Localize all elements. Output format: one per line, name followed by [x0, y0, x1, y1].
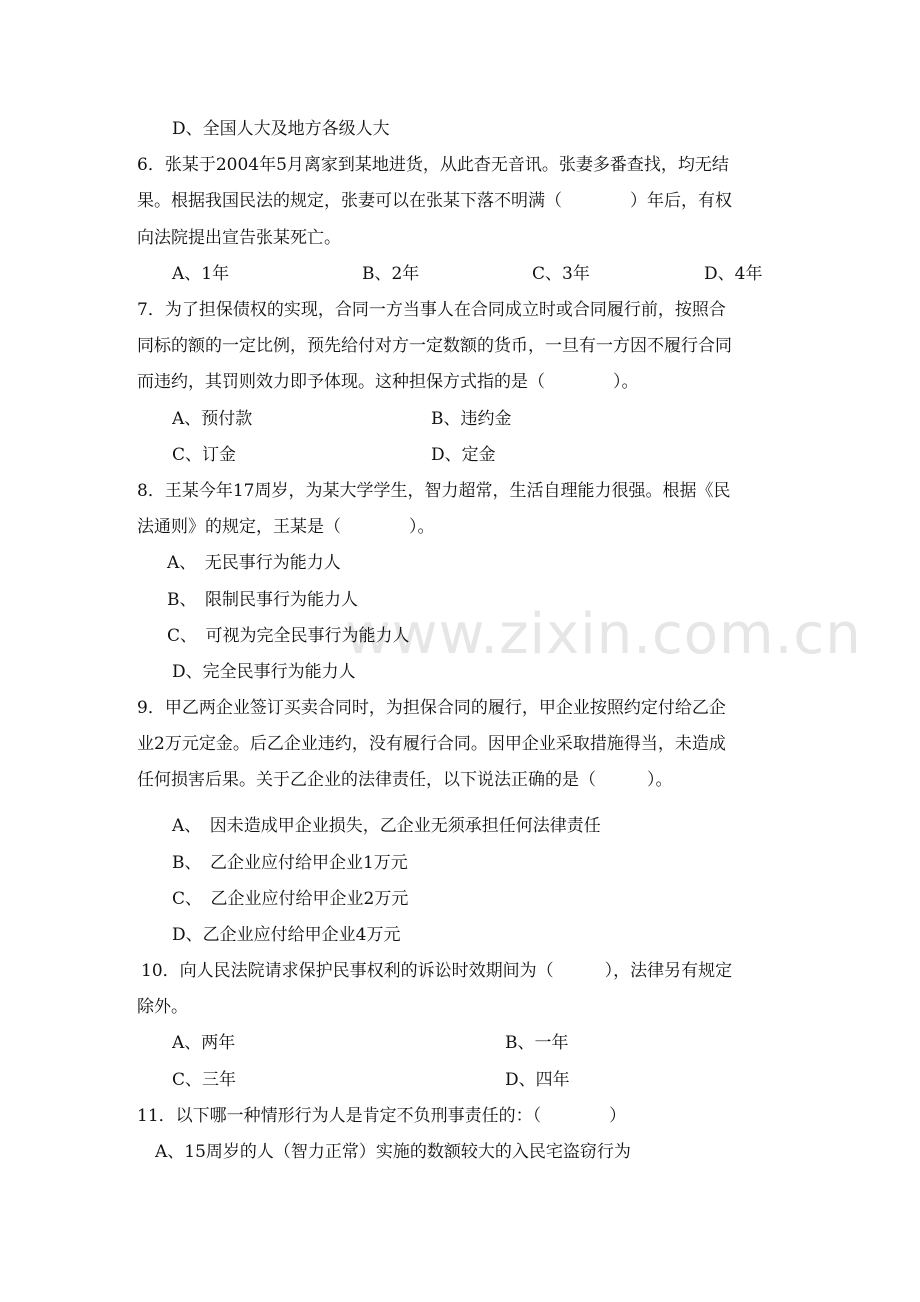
q5-option-d: D、全国人大及地方各级人大 — [172, 119, 390, 139]
watermark: www.zixin.com.cn — [345, 602, 862, 667]
q7-line-3: 而违约，其罚则效力即予体现。这种担保方式指的是（ ）。 — [137, 372, 639, 392]
q7-option-b: B、违约金 — [431, 409, 512, 429]
q6-option-d: D、4年 — [704, 264, 763, 284]
q6-line-2: 果。根据我国民法的规定，张妻可以在张某下落不明满（ ）年后，有权 — [137, 191, 732, 211]
q8-option-c: C、 可视为完全民事行为能力人 — [167, 626, 410, 646]
q6-option-c: C、3年 — [532, 264, 590, 284]
q10-option-d: D、四年 — [505, 1070, 570, 1090]
q10-option-c: C、三年 — [172, 1070, 237, 1090]
q10-line-2: 除外。 — [137, 997, 188, 1017]
q8-option-d: D、完全民事行为能力人 — [172, 662, 356, 682]
q7-line-2: 同标的额的一定比例，预先给付对方一定数额的货币，一旦有一方因不履行合同 — [137, 336, 732, 356]
q6-line-3: 向法院提出宣告张某死亡。 — [137, 228, 341, 248]
q9-option-a: A、 因未造成甲企业损失，乙企业无须承担任何法律责任 — [172, 816, 601, 836]
q11-option-a: A、15周岁的人（智力正常）实施的数额较大的入民宅盗窃行为 — [155, 1142, 631, 1162]
q6-line-1: 6．张某于2004年5月离家到某地进货，从此杳无音讯。张妻多番查找，均无结 — [137, 155, 729, 175]
q8-option-a: A、 无民事行为能力人 — [167, 553, 341, 573]
q9-option-c: C、 乙企业应付给甲企业2万元 — [172, 889, 409, 909]
q10-line-1: 10．向人民法院请求保护民事权利的诉讼时效期间为（ ），法律另有规定 — [141, 961, 733, 981]
q8-line-2: 法通则》的规定，王某是（ ）。 — [137, 517, 435, 537]
q8-line-1: 8．王某今年17周岁，为某大学学生，智力超常，生活自理能力很强。根据《民 — [137, 481, 731, 501]
q11-line-1: 11．以下哪一种情形行为人是肯定不负刑事责任的：（ ） — [137, 1106, 627, 1126]
q6-option-b: B、2年 — [362, 264, 420, 284]
q10-option-b: B、一年 — [505, 1033, 569, 1053]
q9-option-b: B、 乙企业应付给甲企业1万元 — [172, 853, 408, 873]
q9-option-d: D、乙企业应付给甲企业4万元 — [172, 925, 401, 945]
q7-line-1: 7．为了担保债权的实现，合同一方当事人在合同成立时或合同履行前，按照合 — [137, 300, 726, 320]
q6-option-a: A、1年 — [172, 264, 230, 284]
q9-line-2: 业2万元定金。后乙企业违约，没有履行合同。因甲企业采取措施得当，未造成 — [137, 734, 726, 754]
q10-option-a: A、两年 — [172, 1033, 236, 1053]
q9-line-3: 任何损害后果。关于乙企业的法律责任，以下说法正确的是（ ）。 — [137, 770, 673, 790]
q7-option-d: D、定金 — [431, 445, 496, 465]
q7-option-a: A、预付款 — [172, 409, 253, 429]
q9-line-1: 9．甲乙两企业签订买卖合同时，为担保合同的履行，甲企业按照约定付给乙企 — [137, 698, 726, 718]
q8-option-b: B、 限制民事行为能力人 — [167, 590, 358, 610]
q7-option-c: C、订金 — [172, 445, 237, 465]
